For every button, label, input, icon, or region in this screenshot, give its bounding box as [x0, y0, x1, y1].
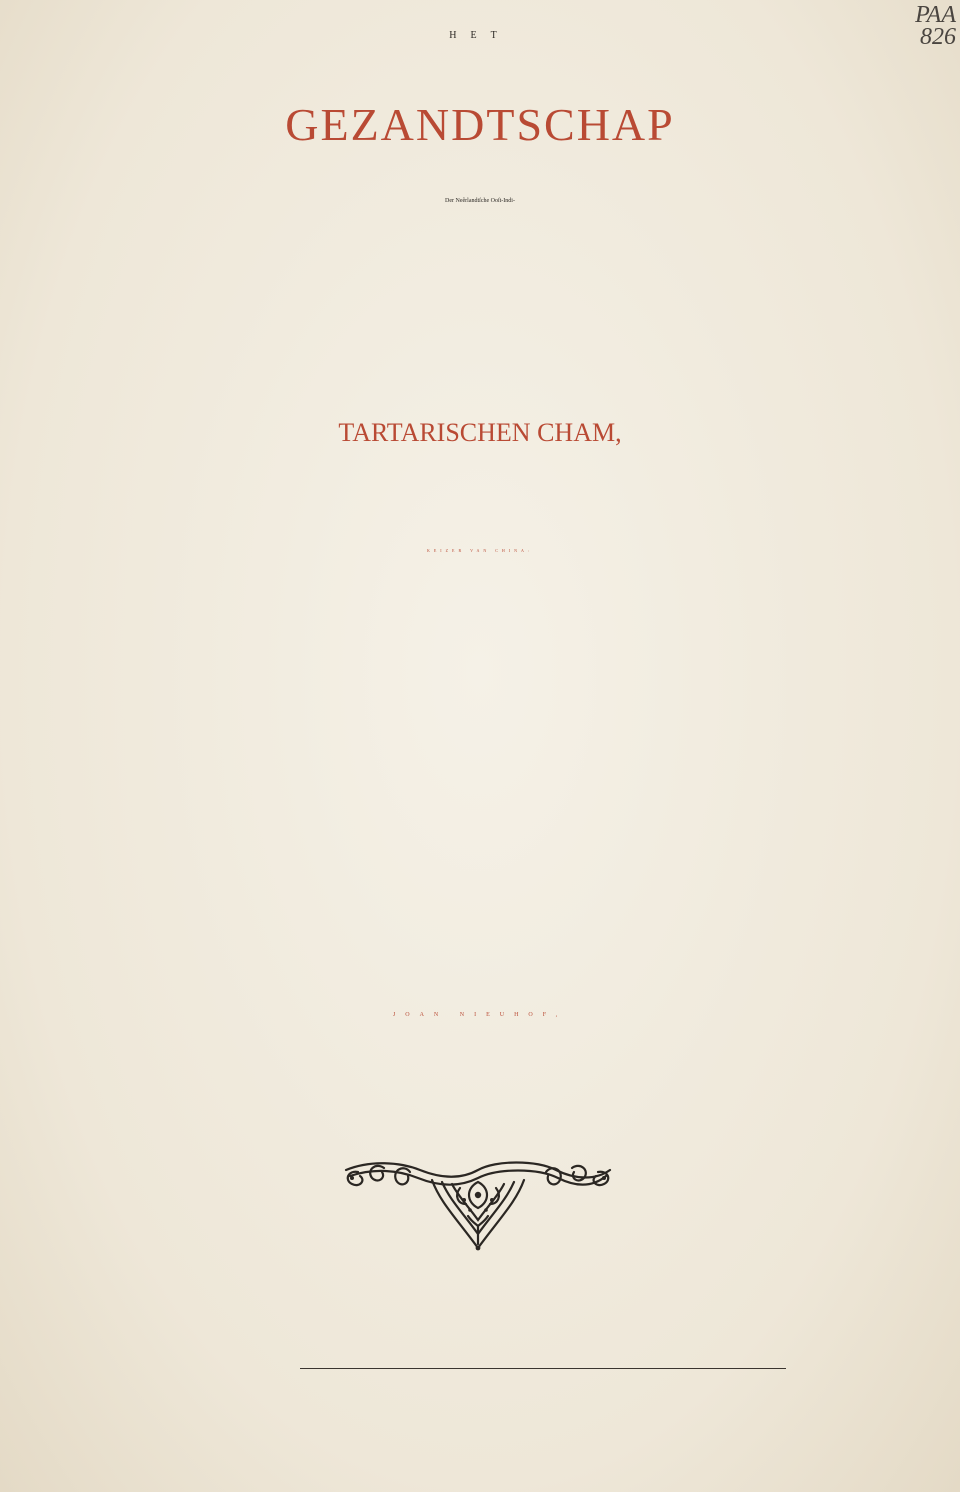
shelfmark-annotation [915, 4, 956, 48]
heading-het: HET [449, 30, 511, 41]
shelfmark-line-2: 826 [920, 24, 956, 50]
heading-gezandtschap: GEZANDTSCHAP [285, 99, 675, 150]
heading-tartarischen-cham: TARTARISCHEN CHAM, [338, 418, 622, 447]
subtitle-line-1: Der Neêrlandtſche Ooſt-Indi- [445, 198, 515, 204]
shelfmark-line-1: PAA [915, 2, 956, 28]
author-name: JOAN NIEUHOF, [392, 1012, 568, 1018]
heading-keizer-van-china: KEIZER VAN CHINA: [426, 548, 534, 553]
imprint-rule [300, 1368, 786, 1369]
decorative-vignette [340, 1158, 616, 1252]
